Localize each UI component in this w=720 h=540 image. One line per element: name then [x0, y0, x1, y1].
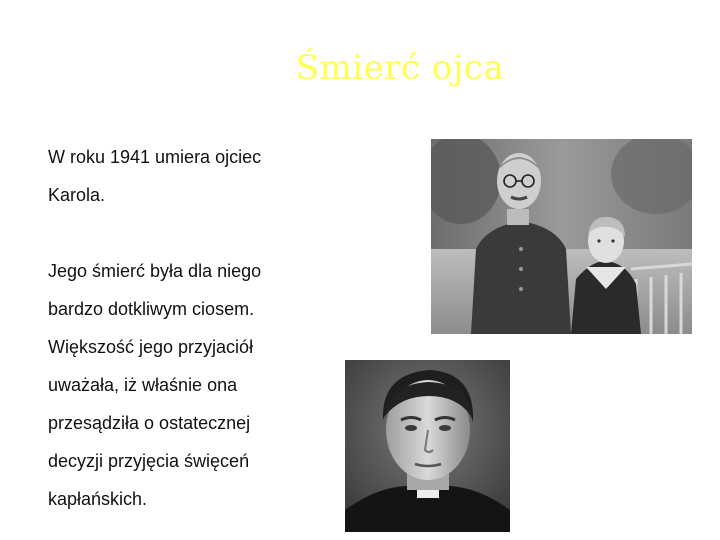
- text-line: Jego śmierć była dla niego: [48, 261, 262, 281]
- text-line: Karola.: [48, 185, 106, 205]
- paragraph-gap: [48, 214, 348, 252]
- text-line: W roku 1941 umiera ojciec: [48, 147, 262, 167]
- text-line: bardzo dotkliwym ciosem.: [48, 299, 255, 319]
- father-and-son-photo: [431, 139, 692, 334]
- text-line: Większość jego przyjaciół: [48, 337, 254, 357]
- young-man-portrait-photo: [345, 360, 510, 532]
- text-line: kapłańskich.: [48, 489, 148, 509]
- slide-title: Śmierć ojca: [295, 48, 505, 88]
- text-line: decyzji przyjęcia święceń: [48, 451, 250, 471]
- text-line: przesądziła o ostatecznej: [48, 413, 251, 433]
- text-line: uważała, iż właśnie ona: [48, 375, 238, 395]
- slide-body-text: [48, 138, 348, 518]
